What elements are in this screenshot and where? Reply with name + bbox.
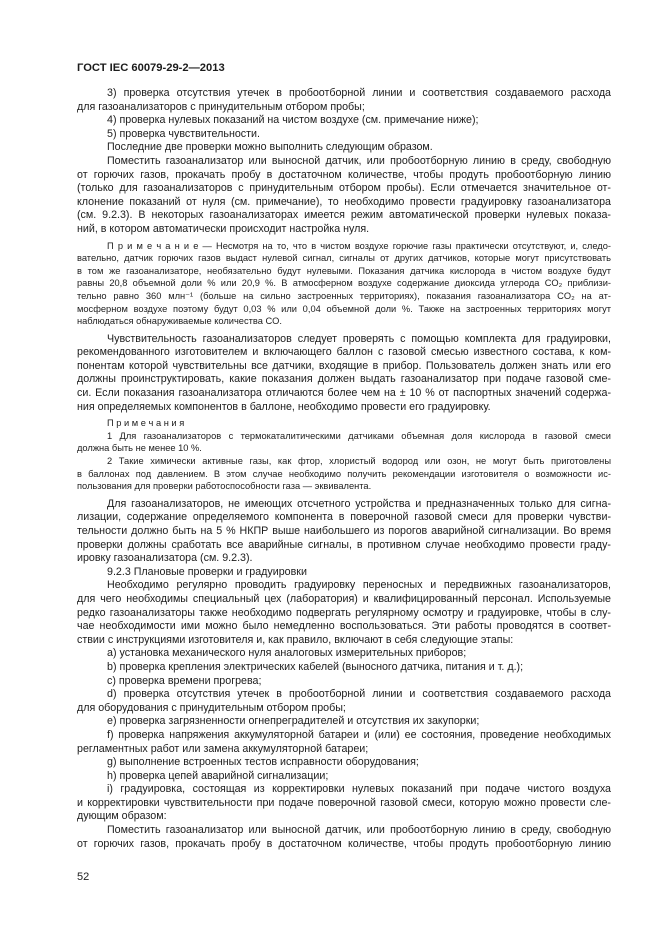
text-line: i) градуировка, состоящая из корректировки нулевых показаний при подаче чистого воздуха xyxy=(107,783,611,796)
text-line: 4) проверка нулевых показаний на чистом воздухе (см. примечание ниже); xyxy=(107,114,479,127)
paragraph xyxy=(77,333,611,415)
text-line: регламентных работ или замена аккумуляторной батареи; xyxy=(77,742,369,755)
section-alarm-only-analyzers xyxy=(77,498,611,566)
text-line: ния определяемых компонентов в баллоне, необходимо провести его градуировку. xyxy=(77,400,491,413)
text-line: ировку газоанализатора (см. 9.2.3). xyxy=(77,552,253,565)
text-line: П р и м е ч а н и е — Несмотря на то, что в чистом воздухе горючие газы практически отсутствуют, и, следо- xyxy=(107,240,611,251)
paragraph xyxy=(77,141,611,155)
section-planned-checks xyxy=(77,579,611,851)
text-line: П р и м е ч а н и я xyxy=(107,418,185,429)
text-line: чае необходимости ими можно было немедленно воспользоваться. Эти работы проводятся в соответ- xyxy=(77,620,611,633)
text-line: b) проверка крепления электрических кабелей (выносного датчика, питания и т. д.); xyxy=(107,660,524,673)
text-line: для газоанализаторов с принудительным отбором пробы; xyxy=(77,100,365,113)
text-line: ствии с инструкциями изготовителя и, как правило, включают в себя следующие этапы: xyxy=(77,633,514,646)
text-line: клонение показаний от нуля (см. примечание), то необходимо провести градуировку газоанализатора xyxy=(77,195,611,208)
text-line: си. Если показания газоанализатора отличаются более чем на ± 10 % от паспортных значений содержа- xyxy=(77,387,611,400)
paragraph xyxy=(77,715,611,729)
text-line: проверки должны сработать все аварийные сигналы, в противном случае необходимо провести граду- xyxy=(77,538,611,551)
text-line: Последние две проверки можно выполнить следующим образом. xyxy=(107,141,433,154)
text-line: (только для газоанализаторов с принудительным отбором пробы). Если отмечается значительное от- xyxy=(77,182,611,195)
paragraph xyxy=(77,783,611,824)
page-number: 52 xyxy=(77,871,90,883)
text-line: тельно равно 360 млн⁻¹ (больше на сильно застроенных территориях), показания газоанализатора CO₂ на ат- xyxy=(77,290,611,301)
text-line: тельности должно быть на 5 % НКПР выше наибольшего из порогов аварийной сигнализации. Во время xyxy=(77,525,611,537)
standard-designation: ГОСТ IEC 60079-29-2—2013 xyxy=(77,62,225,74)
paragraph xyxy=(77,824,611,851)
text-line: и корректировки чувствительности при подаче поверочной газовой смеси, которую можно провести сле- xyxy=(77,796,611,809)
paragraph xyxy=(77,770,611,784)
text-line: Необходимо регулярно проводить градуировку переносных и передвижных газоанализаторов, xyxy=(107,579,611,592)
paragraph xyxy=(77,128,611,142)
note-zero-readings xyxy=(77,240,611,328)
text-line: Поместить газоанализатор или выносной датчик, или пробоотборную линию в среду, свободную xyxy=(107,824,611,837)
notes-sensitivity xyxy=(77,417,611,493)
text-line: c) проверка времени прогрева; xyxy=(107,674,262,687)
paragraph xyxy=(77,647,611,661)
text-line: мосферном воздухе поэтому будут 0,03 % или 0,04 объемной доли %. Также на застроенных территориях могут xyxy=(77,303,611,314)
paragraph xyxy=(77,566,611,580)
text-line: Поместить газоанализатор или выносной датчик, или пробоотборную линию в среду, свободную xyxy=(107,154,611,167)
text-line: a) установка механического нуля аналоговых измерительных приборов; xyxy=(107,647,467,660)
text-line: рекомендованного изготовителем и включающего баллон с газовой смесью известного состава, к ком- xyxy=(77,346,611,359)
text-line: от горючих газов, прокачать пробу в достаточном количестве, чтобы продуть пробоотборную линию xyxy=(77,168,611,181)
paragraph xyxy=(77,87,611,114)
text-line: для оборудования с принудительным отбором пробы; xyxy=(77,701,346,714)
text-line: равны 20,8 объемной доли % или 20,9 %. В атмосферном воздухе содержание диоксида углерода CO₂ приблизи- xyxy=(77,278,611,289)
text-line: понентам которой чувствительны все датчики, входящие в прибор. Пользователь должен знать или его xyxy=(77,359,611,372)
text-line: d) проверка отсутствия утечек в пробоотборной линии и соответствия создаваемого расхода xyxy=(107,688,611,701)
text-line: дующим образом: xyxy=(77,810,167,823)
paragraph xyxy=(77,155,611,237)
text-line: ний, в котором автоматически происходит настройка нуля. xyxy=(77,222,370,235)
section-sensitivity-check xyxy=(77,333,611,415)
paragraph xyxy=(77,675,611,689)
section-heading-9-2-3 xyxy=(77,566,611,580)
paragraph xyxy=(77,688,611,715)
text-line: Для газоанализаторов, не имеющих отсчетного устройства и предназначенных только для сигна- xyxy=(107,497,611,510)
text-line: g) выполнение встроенных тестов исправности оборудования; xyxy=(107,756,419,769)
text-line: редко газоанализаторы также необходимо подвергать регулярному осмотру и градуировке, чтобы в слу- xyxy=(77,606,611,619)
text-line: (см. 9.2.3). В некоторых газоанализаторах имеется режим автоматической проверки нулевых показа- xyxy=(77,209,611,222)
text-line: должны проинструктировать, какие показания должен выдать газоанализатор при подаче газовой сме- xyxy=(77,373,611,386)
text-line: лизации, содержание определяемого компонента в поверочной газовой смеси для проверки чувстви- xyxy=(77,511,611,524)
text-line: 3) проверка отсутствия утечек в пробоотборной линии и соответствия создаваемого расхода xyxy=(107,87,611,99)
page-body xyxy=(77,87,611,851)
paragraph xyxy=(77,756,611,770)
paragraph xyxy=(77,114,611,128)
paragraph xyxy=(77,661,611,675)
text-line: в том же газоанализаторе, необязательно будут нулевыми. Показания датчика кислорода в чистом воздухе будут xyxy=(77,265,611,276)
text-line: 9.2.3 Плановые проверки и градуировки xyxy=(107,565,307,578)
text-line: 1 Для газоанализаторов с термокаталитическими датчиками объемная доля кислорода в газовой смеси xyxy=(107,430,611,441)
paragraph xyxy=(77,240,611,328)
paragraph xyxy=(77,579,611,647)
section-check-list-intro xyxy=(77,87,611,237)
text-line: пользования для проверки работоспособности газа — эквивалента. xyxy=(77,481,372,492)
text-line: h) проверка цепей аварийной сигнализации; xyxy=(107,769,329,782)
paragraph xyxy=(77,430,611,455)
text-line: Чувствительность газоанализаторов следует проверять с помощью комплекта для градуировки, xyxy=(107,332,611,345)
paragraph xyxy=(77,417,611,430)
text-line: f) проверка напряжения аккумуляторной батареи и (или) ее состояния, проведение необходимых xyxy=(107,728,611,741)
text-line: для чего необходимы специальный цех (лаборатория) и квалифицированный персонал. Используемые xyxy=(77,592,611,605)
text-line: 5) проверка чувствительности. xyxy=(107,127,260,140)
text-line: должна быть не менее 10 %. xyxy=(77,443,202,454)
text-line: 2 Такие химически активные газы, как фтор, хлористый водород или озон, не могут быть приготовлены xyxy=(107,456,611,467)
text-line: вательно, датчик горючих газов выдаст нулевой сигнал, сигналы от других датчиков, которые могут присутствовать xyxy=(77,253,611,264)
text-line: в баллонах под давлением. В этом случае необходимо получить рекомендации изготовителя о возможности ис- xyxy=(77,468,611,479)
paragraph xyxy=(77,729,611,756)
text-line: e) проверка загрязненности огнепреградителей и отсутствия их закупорки; xyxy=(107,715,480,728)
paragraph xyxy=(77,455,611,493)
text-line: наблюдаться обнаруживаемые количества CO. xyxy=(77,316,282,327)
paragraph xyxy=(77,498,611,566)
text-line: от горючих газов, прокачать пробу в достаточном количестве, чтобы продуть пробоотборную линию xyxy=(77,837,611,850)
